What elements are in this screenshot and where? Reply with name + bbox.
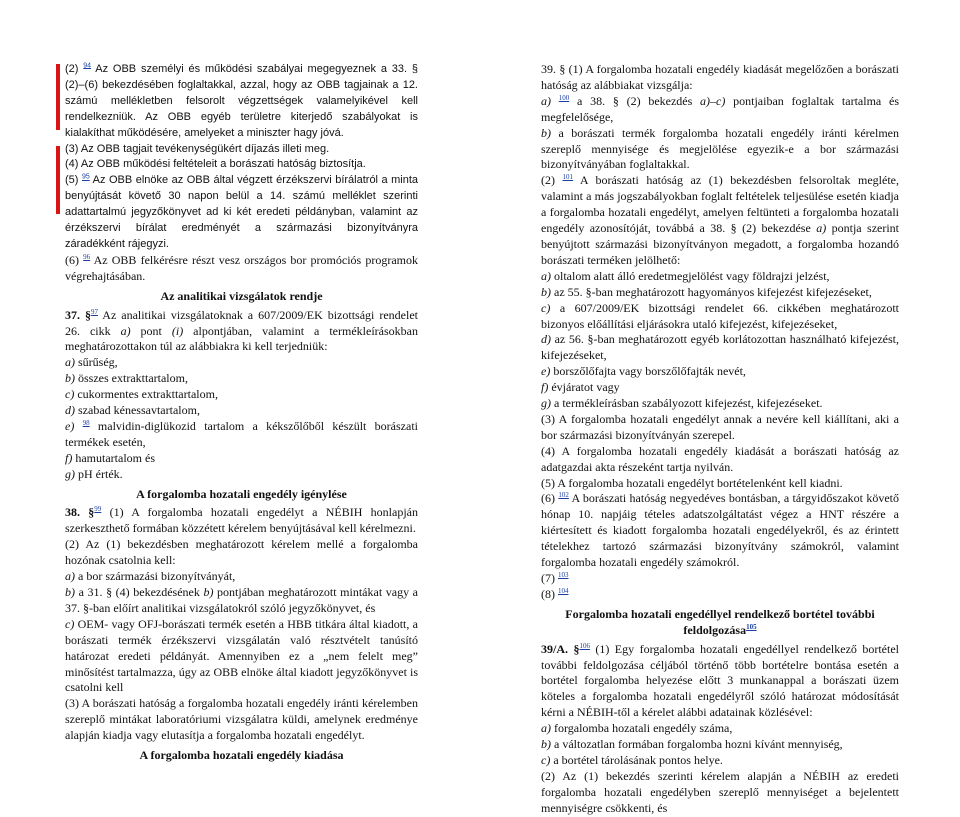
section-heading: A forgalomba hozatali engedély igénylése — [136, 486, 347, 501]
list-item: b) a borászati termék forgalomba hozatali engedély iránti kérelmen szereplő mennyisége és megjelölése egyezik-e a bor származási bizonyítványában foglaltakkal. — [541, 125, 899, 172]
footnote-link[interactable]: 96 — [83, 252, 91, 261]
footnote-link[interactable]: 104 — [558, 586, 569, 595]
left-column — [65, 62, 418, 767]
list-item: c) cukormentes extrakttartalom, — [65, 387, 218, 402]
paragraph-39-8: (8) $^{104}$ — [541, 586, 569, 601]
section-heading: Forgalomba hozatali engedéllyel rendelkező bortétel további feldolgozása$^{105}$ — [565, 606, 875, 637]
paragraph-39a-1: 39/A. §$^{106}$ (1) Egy forgalomba hozatali engedéllyel rendelkező bortétel további feldolgozása céljából történő több bortételre bontása esetén a bortétel forgalomba helyezése előtt 3 munkanappal a borászati üzem köteles a forgalomba hozatali engedélyről szóló határozat módosítását kérni a NÉBIH-től a kérelet alábbi adatainak közlésével: — [541, 641, 899, 720]
list-item: c) a bortétel tárolásának pontos helye. — [541, 752, 723, 767]
list-item: a) forgalomba hozatali engedély száma, — [541, 721, 733, 736]
list-item: a) oltalom alatt álló eredetmegjelölést vagy földrajzi jelzést, — [541, 268, 830, 283]
footnote-link[interactable]: 99 — [94, 505, 102, 514]
paragraph-33-6: (6) $^{96}$ Az OBB felkérésre részt vesz országos bor promóciós programok végrehajtásában. — [65, 252, 418, 283]
list-item: b) az 55. §-ban meghatározott hagyományos kifejezést kifejezéseket, — [541, 284, 872, 299]
list-item: c) OEM- vagy OFJ-borászati termék esetén a HBB titkára által kiadott, a borászati termék érzékszervi vizsgálatán való résztvételt tanúsító határozat eredeti példányát. Amennyiben ez a „nem felelt meg” minősítést tartalmazza, úgy az OBB elnöke által kiadott jegyzőkönyvet is csatolni kell — [65, 616, 418, 695]
paragraph-33-4: (4) Az OBB működési feltételeit a borászati hatóság biztosítja. — [65, 158, 366, 171]
footnote-link[interactable]: 95 — [81, 173, 90, 181]
list-item: a) a bor származási bizonyítványát, — [65, 569, 236, 584]
list-item: d) az 56. §-ban meghatározott egyéb korlátozottan használható kifejezést, kifejezéseket, — [541, 332, 899, 363]
paragraph-38-1: 38. §$^{99}$ (1) A forgalomba hozatali engedélyt a NÉBIH honlapján szerkeszthető formában közzétett kérelem benyújtásával kell kérelmezni. — [65, 505, 418, 536]
footnote-link[interactable]: 102 — [558, 491, 569, 500]
list-item: g) pH érték. — [65, 466, 123, 481]
paragraph-33-5: (5) $^{95}$ Az OBB elnöke az OBB által végzett érzékszervi bírálatról a minta benyújtását követő 30 napon belül a 14. számú melléklet szerinti adattartalmú jegyzőkönyvet ad ki két eredeti példányban, valamint az érzékszervi bírálat eredményét a származási bizonyítványra záradékként rájegyzi. — [65, 173, 419, 250]
footnote-link[interactable]: 94 — [83, 62, 92, 70]
paragraph-38-3: (3) A borászati hatóság a forgalomba hozatali engedély iránti kérelemben szereplő mintákat laboratóriumi vizsgálatra küldi, amelynek eredménye alapján kiadja vagy elutasítja a forgalomba hozatali engedélyt. — [65, 696, 418, 743]
paragraph-37: 37. §$^{97}$ Az analitikai vizsgálatoknak a 607/2009/EK bizottsági rendelet 26. cikk a) pont (i) alpontjában, valamint a termékleírásokban meghatározottakon túl az alábbiakra ki kell terjedniük: — [65, 307, 418, 354]
revision-bar — [56, 64, 60, 130]
section-heading: Az analitikai vizsgálatok rendje — [160, 288, 323, 303]
revision-bar — [56, 186, 60, 214]
list-item: a) sűrűség, — [65, 355, 118, 370]
list-37 — [65, 355, 418, 482]
paragraph-39-2: (2) $^{101}$ A borászati hatóság az (1) bekezdésben felsoroltak megléte, valamint a más jogszabályokban foglalt feltételek teljesülése esetén kiadja a forgalomba hozatali engedélyt, amelyen feltünteti a forgalomba hozatali engedély azonosítóját, továbbá a 38. § (2) bekezdése a) pontja szerint benyújtott származási bizonyítványon megadott, a forgalomba hozandó borászati terméken jelölhető: — [541, 173, 900, 267]
list-item: f) hamutartalom és — [65, 450, 155, 465]
list-item: a) $^{100}$ a 38. § (2) bekezdés a)–c) pontjaiban foglaltak tartalma és megfelelősége, — [541, 93, 899, 124]
list-item: f) évjáratot vagy — [541, 380, 620, 395]
list-item: e) borszőlőfajta vagy borszőlőfajták nevét, — [541, 364, 746, 379]
list-item: b) a 31. § (4) bekezdésének b) pontjában meghatározott mintákat vagy a 37. §-ban előírt analitikai vizsgálatokról szóló jegyzőkönyvet, és — [65, 585, 418, 615]
footnote-link[interactable]: 105 — [746, 622, 757, 631]
footnote-link[interactable]: 101 — [562, 173, 574, 182]
paragraph-39-7: (7) $^{103}$ — [541, 571, 569, 585]
list-item: e) $^{98}$ malvidin-diglükozid tartalom a kékszőlőből készült borászati termékek esetén, — [65, 418, 418, 449]
list-item: d) szabad kénessavtartalom, — [65, 403, 200, 418]
list-item: b) összes extrakttartalom, — [65, 371, 188, 386]
paragraph-39a-2: (2) Az (1) bekezdés szerinti kérelem alapján a NÉBIH az eredeti forgalomba hozatali engedélyben szereplő mennyiséget a bejelentett mennyiségre csökkenti, és — [541, 768, 899, 815]
paragraph-39-3: (3) A forgalomba hozatali engedélyt annak a nevére kell kiállítani, aki a bor származási bizonyítványán szerepel. — [541, 411, 899, 442]
paragraph-39-5: (5) A forgalomba hozatali engedélyt bortételenként kell kiadni. — [541, 475, 843, 490]
footnote-link[interactable]: 97 — [90, 307, 98, 316]
footnote-link[interactable]: 103 — [558, 571, 569, 579]
footnote-link[interactable]: 106 — [579, 641, 590, 650]
paragraph-39-6: (6) $^{102}$ A borászati hatóság negyedéves bontásban, a tárgyidőszakot követő hónap 10. napjáig tételes adatszolgáltatást végez a HNT részére a kiértesített és kiadott forgalomba hozatali engedélyekről, és az érintett tételekhez tartozó származási bizonyítvány számokról, valamint forgalomba hozatali engedély számokról. — [541, 491, 899, 570]
paragraph-38-2: (2) Az (1) bekezdésben meghatározott kérelem mellé a forgalomba hozónak csatolnia kell: — [65, 537, 418, 568]
right-column — [541, 62, 899, 817]
list-item: c) a 607/2009/EK bizottsági rendelet 66. cikkében meghatározott bizonyos előállítási eljárásokra utaló kifejezést, kifejezéseket, — [541, 300, 899, 331]
paragraph-33-3: (3) Az OBB tagjait tevékenységükért díjazás illeti meg. — [65, 142, 330, 155]
footnote-link[interactable]: 98 — [82, 418, 90, 427]
footnote-link[interactable]: 100 — [558, 93, 570, 102]
paragraph-39-4: (4) A forgalomba hozatali engedély kiadását a borászati hatóság az adatgazdai akta részeként tartja nyilván. — [541, 443, 899, 474]
section-heading: A forgalomba hozatali engedély kiadása — [139, 748, 344, 763]
list-item: b) a változatlan formában forgalomba hozni kívánt mennyiség, — [541, 737, 843, 752]
paragraph-39-1: 39. § (1) A forgalomba hozatali engedély kiadását megelőzően a borászati hatóság az alábbiakat vizsgálja: — [541, 62, 899, 92]
list-item: g) a termékleírásban szabályozott kifejezést, kifejezéseket. — [541, 396, 823, 411]
paragraph-33-2: (2) $^{94}$ Az OBB személyi és működési szabályai megegyeznek a 33. § (2)–(6) bekezdésében foglaltakkal, azzal, hogy az OBB tagjainak a 12. számú mellékletben felsorolt végzettségek valamelyikével kell rendelkezniük. Az OBB egyéb területre kiterjedő szabályokat is kialakíthat működésére, amelyeket a miniszter hagy jóvá. — [65, 62, 419, 139]
